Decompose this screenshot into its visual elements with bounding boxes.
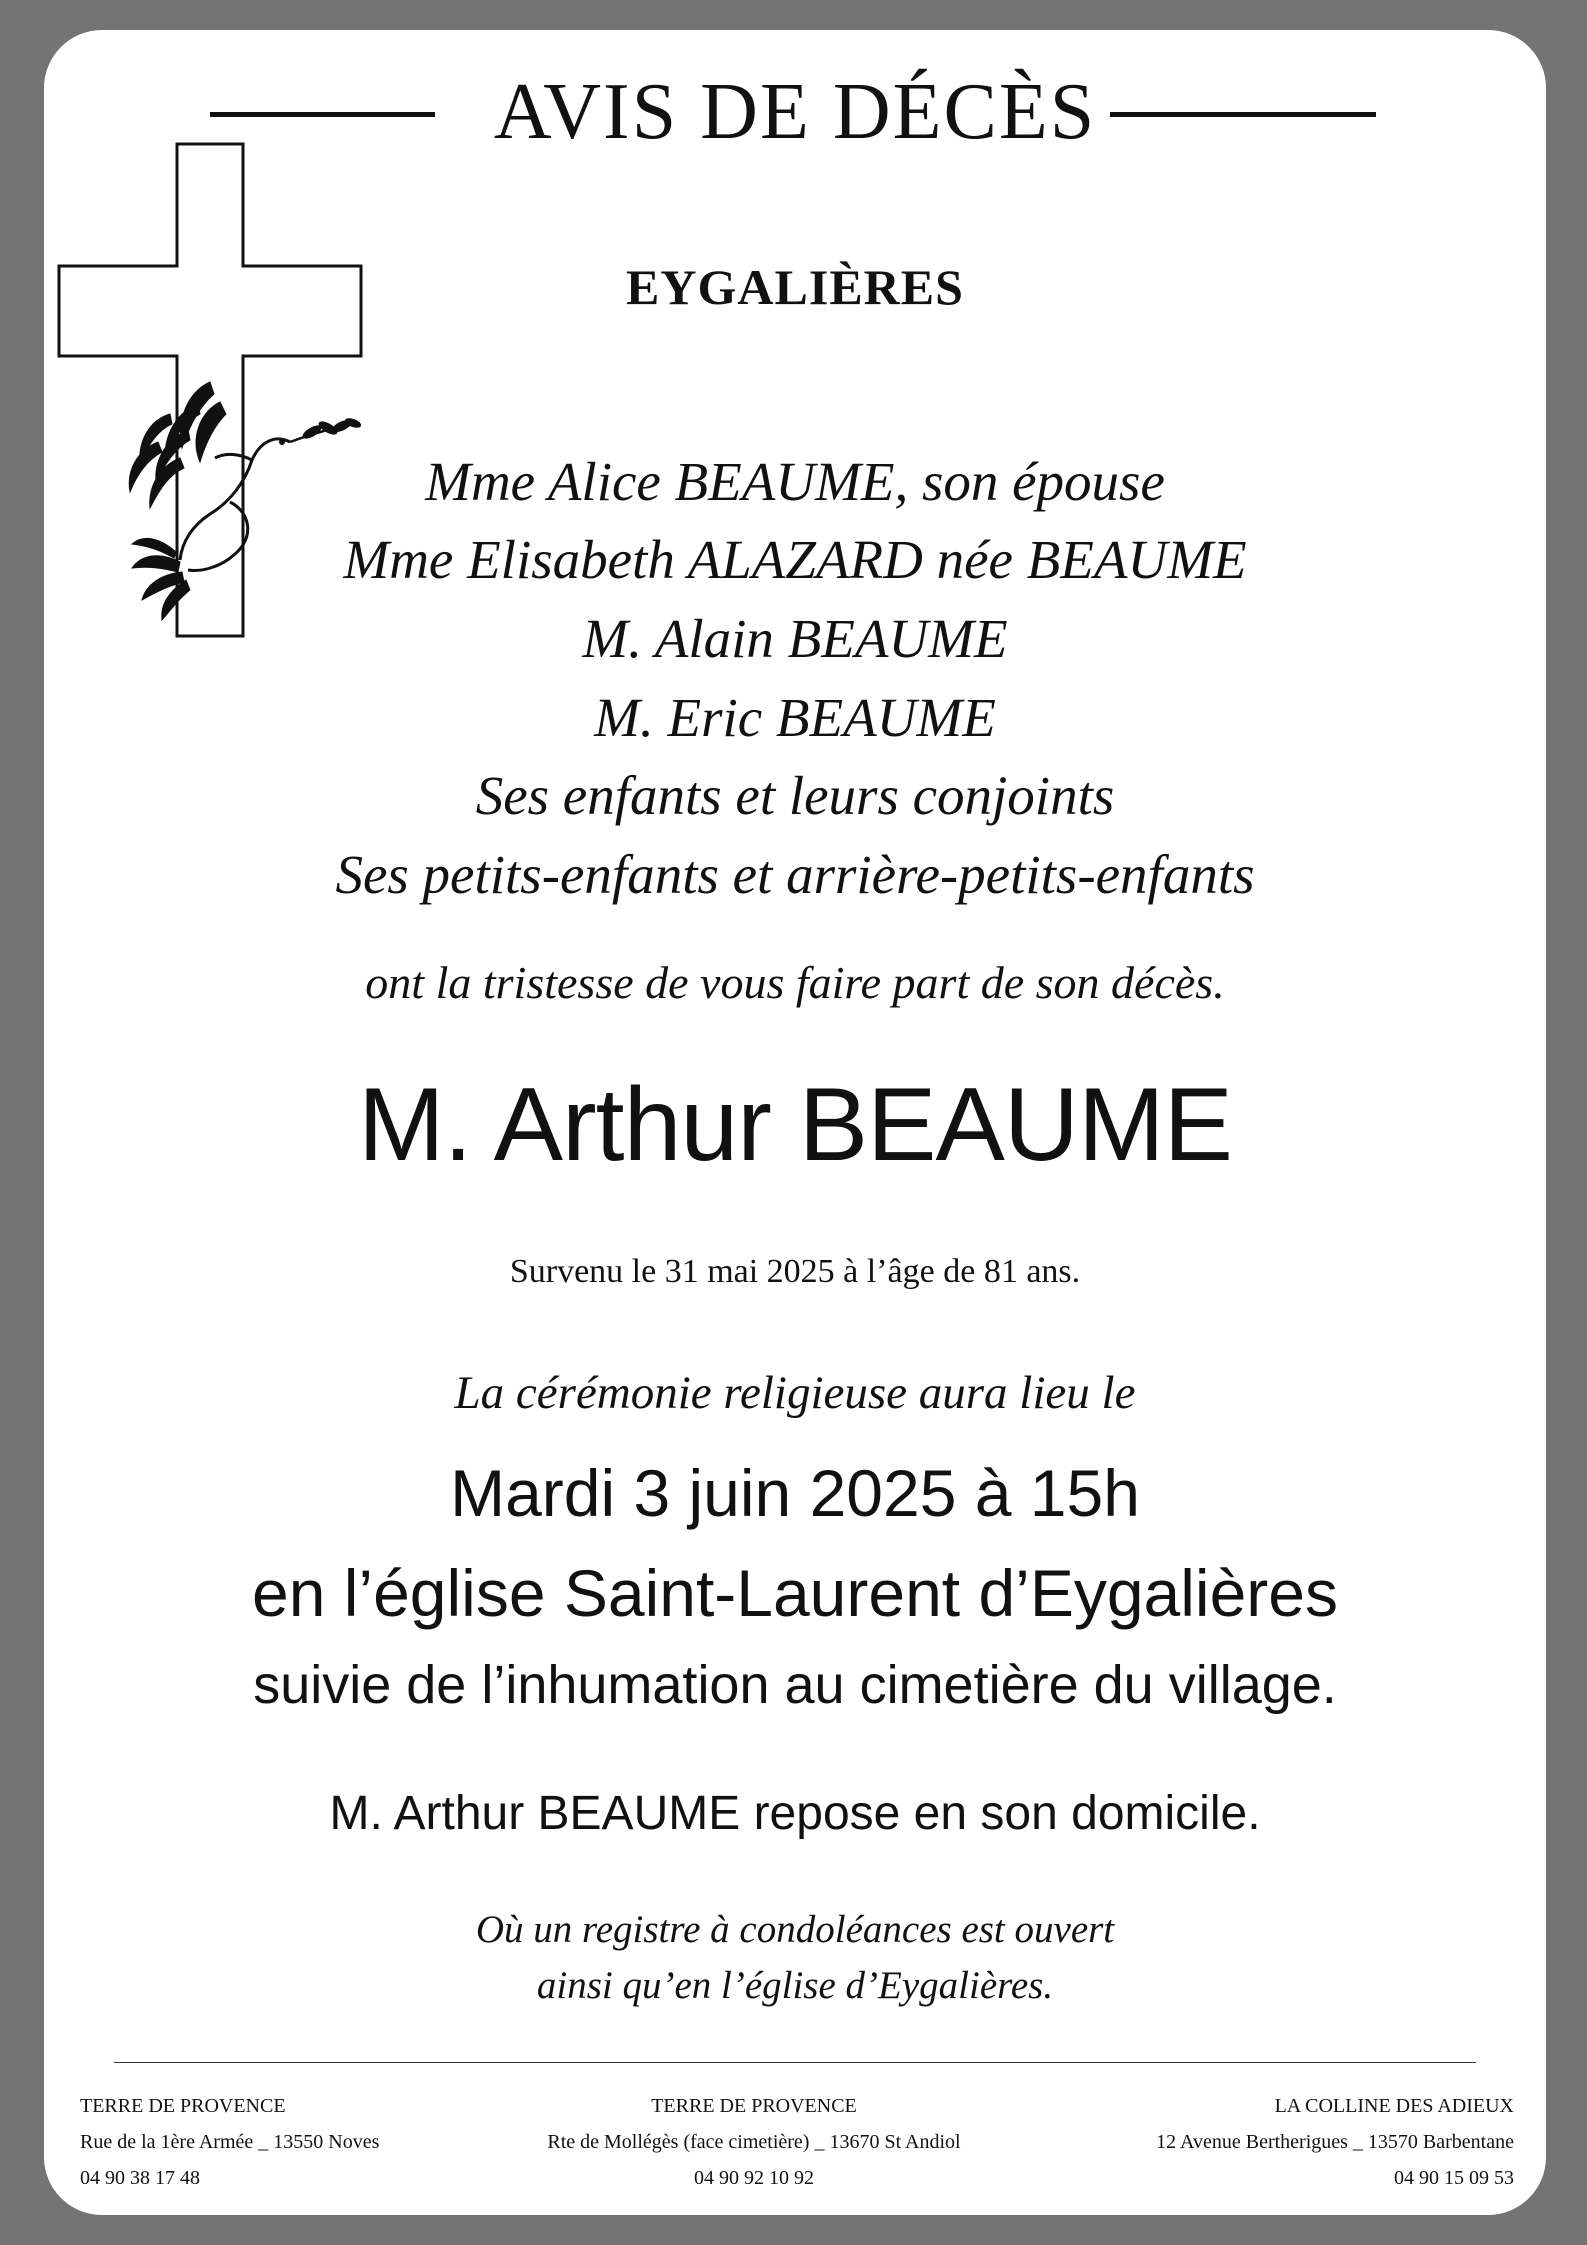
header-rule-right [1110, 112, 1376, 117]
ceremony-intro: La cérémonie religieuse aura lieu le [454, 1367, 1136, 1419]
funeral-home-address: Rue de la 1ère Armée _ 13550 Noves [80, 2131, 380, 2153]
obituary-card [44, 30, 1546, 2215]
footer-right [1156, 2088, 1514, 2196]
announcement-text: ont la tristesse de vous faire part de son décès. [365, 957, 1225, 1008]
header-rule-left [210, 112, 435, 117]
repose-text: M. Arthur BEAUME repose en son domicile. [329, 1787, 1261, 1840]
funeral-home-address: Rte de Mollégès (face cimetière) _ 13670 St Andiol [547, 2131, 961, 2153]
family-line: Ses petits-enfants et arrière-petits-enfants [335, 844, 1255, 905]
footer-divider [114, 2062, 1476, 2063]
family-line: Mme Alice BEAUME, son épouse [425, 451, 1165, 512]
registre-line-2: ainsi qu’en l’église d’Eygalières. [536, 1964, 1054, 2007]
funeral-home-address: 12 Avenue Bertherigues _ 13570 Barbentane [1156, 2131, 1514, 2153]
footer-middle [494, 2088, 1014, 2196]
ceremony-burial: suivie de l’inhumation au cimetière du village. [253, 1655, 1337, 1715]
ceremony-date: Mardi 3 juin 2025 à 15h [450, 1456, 1140, 1530]
family-line: M. Alain BEAUME [582, 608, 1008, 669]
footer-left [80, 2088, 379, 2196]
page-title: AVIS DE DÉCÈS [493, 68, 1097, 156]
funeral-home-phone: 04 90 38 17 48 [80, 2167, 200, 2189]
funeral-home-name: LA COLLINE DES ADIEUX [1274, 2095, 1514, 2117]
funeral-home-phone: 04 90 92 10 92 [694, 2167, 814, 2189]
death-info: Survenu le 31 mai 2025 à l’âge de 81 ans. [509, 1253, 1081, 1290]
ceremony-location: en l’église Saint-Laurent d’Eygalières [252, 1556, 1338, 1630]
funeral-home-name: TERRE DE PROVENCE [651, 2095, 857, 2117]
funeral-home-phone: 04 90 15 09 53 [1394, 2167, 1514, 2189]
registre-line-1: Où un registre à condoléances est ouvert [475, 1908, 1115, 1951]
town-name: EYGALIÈRES [626, 259, 964, 315]
family-line: Mme Elisabeth ALAZARD née BEAUME [343, 529, 1247, 590]
funeral-home-name: TERRE DE PROVENCE [80, 2095, 286, 2117]
family-line: M. Eric BEAUME [594, 687, 996, 748]
family-line: Ses enfants et leurs conjoints [475, 765, 1115, 826]
deceased-name: M. Arthur BEAUME [358, 1067, 1232, 1183]
